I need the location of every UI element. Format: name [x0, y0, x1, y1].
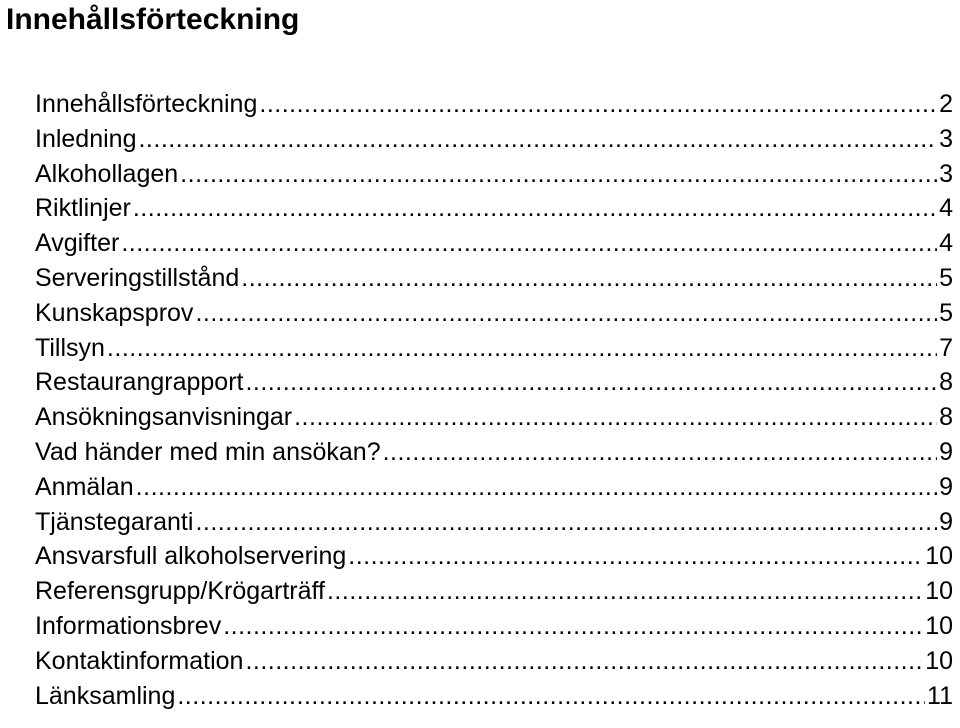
toc-dot-leader — [133, 191, 937, 226]
toc-dot-leader — [327, 574, 923, 609]
toc-dot-leader — [180, 157, 937, 192]
toc-entry-page: 8 — [939, 403, 953, 432]
toc-entry[interactable] — [35, 122, 953, 157]
toc-dot-leader — [245, 365, 937, 400]
toc-dot-leader — [177, 679, 925, 714]
toc-entry[interactable] — [35, 331, 953, 366]
toc-entry-page: 10 — [925, 611, 953, 640]
toc-dot-leader — [195, 296, 937, 331]
toc-dot-leader — [138, 122, 937, 157]
table-of-contents — [35, 87, 953, 713]
toc-entry-title: Länksamling — [35, 681, 176, 710]
toc-entry-page: 2 — [939, 90, 953, 118]
toc-dot-leader — [121, 226, 937, 261]
toc-dot-leader — [107, 331, 937, 366]
toc-entry-page: 9 — [939, 507, 953, 536]
toc-entry[interactable] — [35, 539, 953, 574]
toc-entry-title: Avgifter — [35, 229, 120, 258]
toc-entry-title: Innehållsförteckning — [35, 90, 258, 118]
toc-entry-title: Informationsbrev — [35, 611, 222, 640]
toc-dot-leader — [348, 539, 923, 574]
toc-entry-page: 11 — [927, 681, 953, 710]
toc-entry[interactable] — [35, 365, 953, 400]
toc-entry-page: 4 — [939, 229, 953, 258]
toc-entry[interactable] — [35, 296, 953, 331]
toc-entry[interactable] — [35, 574, 953, 609]
toc-entry[interactable] — [35, 505, 953, 540]
toc-entry[interactable] — [35, 609, 953, 644]
toc-entry-title: Kunskapsprov — [35, 298, 194, 327]
toc-entry-page: 3 — [939, 124, 953, 153]
toc-dot-leader — [294, 400, 937, 435]
toc-entry[interactable] — [35, 470, 953, 505]
toc-entry-title: Tjänstegaranti — [35, 507, 194, 536]
toc-entry-page: 10 — [925, 577, 953, 606]
toc-entry-title: Referensgrupp/Krögarträff — [35, 577, 325, 606]
page-title: Innehållsförteckning — [6, 3, 300, 36]
toc-entry-page: 10 — [925, 646, 953, 675]
toc-entry[interactable] — [35, 87, 953, 122]
toc-dot-leader — [383, 435, 938, 470]
toc-entry-title: Alkohollagen — [35, 159, 179, 188]
toc-entry-page: 7 — [939, 333, 953, 362]
toc-entry[interactable] — [35, 679, 953, 714]
toc-dot-leader — [223, 609, 923, 644]
toc-entry-title: Vad händer med min ansökan? — [35, 437, 381, 466]
toc-entry-page: 9 — [939, 472, 953, 501]
toc-entry-page: 3 — [939, 159, 953, 188]
toc-entry-page: 10 — [925, 542, 953, 571]
toc-entry-page: 5 — [939, 298, 953, 327]
toc-entry-title: Inledning — [35, 124, 137, 153]
toc-entry-title: Ansökningsanvisningar — [35, 403, 293, 432]
toc-entry-page: 5 — [939, 263, 953, 292]
toc-entry-title: Serveringstillstånd — [35, 263, 240, 292]
toc-dot-leader — [245, 644, 923, 679]
toc-entry[interactable] — [35, 261, 953, 296]
toc-dot-leader — [241, 261, 937, 296]
toc-entry-title: Anmälan — [35, 472, 134, 501]
toc-entry-page: 4 — [939, 194, 953, 223]
toc-dot-leader — [259, 87, 937, 122]
toc-entry[interactable] — [35, 644, 953, 679]
toc-entry-title: Riktlinjer — [35, 194, 131, 223]
toc-entry-title: Kontaktinformation — [35, 646, 244, 675]
toc-dot-leader — [136, 470, 937, 505]
toc-dot-leader — [195, 505, 937, 540]
toc-entry[interactable] — [35, 157, 953, 192]
toc-entry-title: Restaurangrapport — [35, 368, 244, 397]
toc-entry-title: Ansvarsfull alkoholservering — [35, 542, 347, 571]
toc-entry-title: Tillsyn — [35, 333, 105, 362]
toc-entry[interactable] — [35, 400, 953, 435]
toc-entry[interactable] — [35, 191, 953, 226]
toc-entry[interactable] — [35, 435, 953, 470]
toc-entry-page: 9 — [939, 437, 953, 466]
toc-entry-page: 8 — [939, 368, 953, 397]
toc-entry[interactable] — [35, 226, 953, 261]
